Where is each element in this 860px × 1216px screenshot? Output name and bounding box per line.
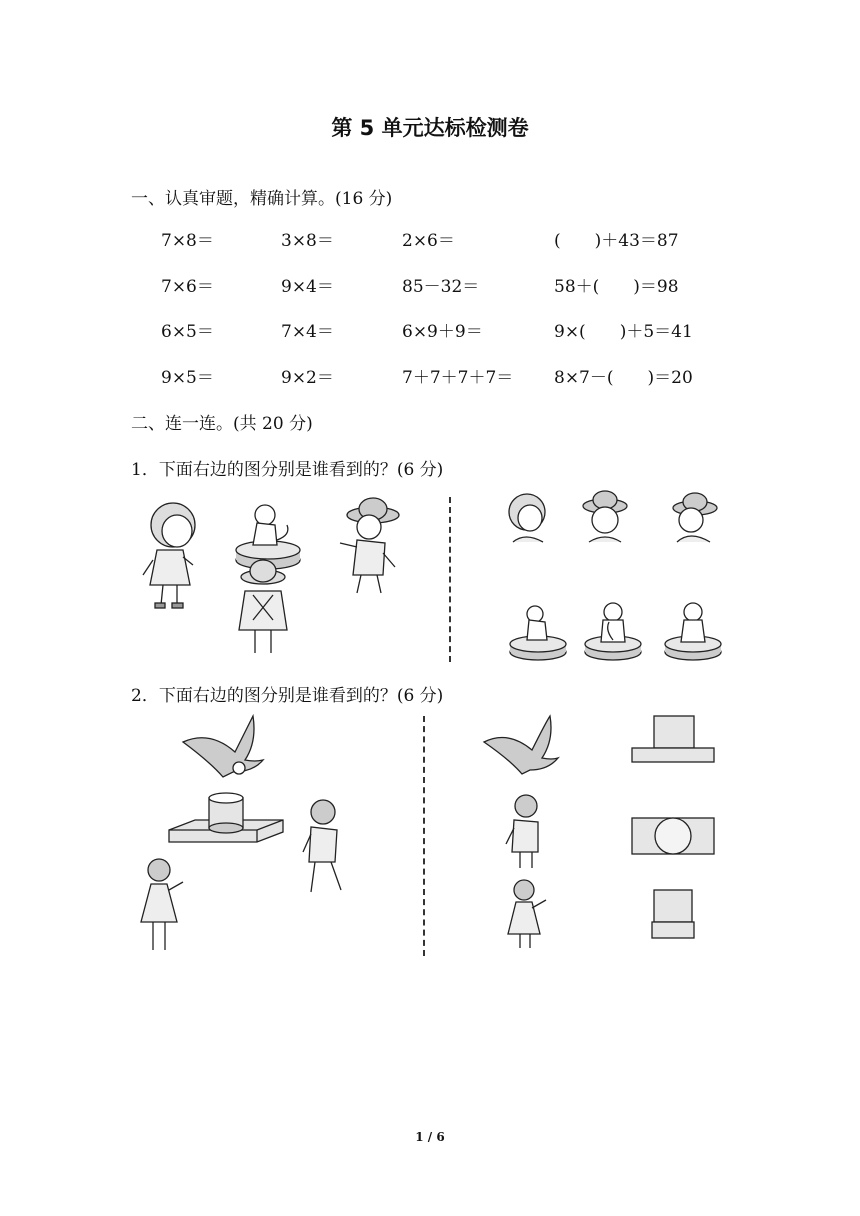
hat-girl-back-figure (239, 560, 287, 653)
front-view-shape (632, 716, 714, 762)
calc-item: 7×4＝ (281, 322, 334, 342)
page-title: 第 5 单元达标检测卷 (331, 116, 529, 140)
calc-item: 85－32＝ (402, 277, 480, 297)
bird-small-figure (484, 716, 558, 774)
calc-row (161, 272, 679, 300)
cat-back-view (585, 603, 641, 660)
bird-figure (183, 716, 263, 777)
hat-boy-figure (340, 498, 399, 593)
page-number: 1 / 6 (415, 1130, 445, 1144)
calc-item: 2×6＝ (402, 231, 455, 251)
calc-item: 7＋7＋7＋7＝ (402, 368, 514, 388)
cylinder-on-base (169, 793, 283, 842)
cat-on-platform (236, 505, 300, 569)
calc-item: 9×2＝ (281, 368, 334, 388)
q1-divider (449, 497, 451, 662)
section2-heading: 二、连一连。(共 20 分) (131, 414, 313, 434)
q2-scene-illustration (135, 712, 395, 962)
cat-side-view (510, 606, 566, 660)
calc-item: 6×9＋9＝ (402, 322, 483, 342)
calc-item: 8×7－( )＝20 (554, 368, 693, 388)
section1-heading: 一、认真审题，精确计算。(16 分) (131, 189, 393, 209)
calc-item: 3×8＝ (281, 231, 334, 251)
q2-observers-illustration (480, 712, 570, 952)
girl-figure (143, 503, 195, 608)
side-view-shape (652, 890, 694, 938)
boy-figure (303, 800, 341, 892)
q2-divider (423, 716, 425, 956)
hat-boy-head-view (673, 493, 717, 542)
calc-item: ( )＋43＝87 (554, 231, 679, 251)
girl-head-view (509, 494, 545, 542)
calc-item: 7×6＝ (161, 277, 214, 297)
top-view-shape (632, 818, 714, 854)
question2-title: 2．下面右边的图分别是谁看到的？(6 分) (131, 686, 444, 706)
calc-row (161, 226, 679, 254)
calc-item: 7×8＝ (161, 231, 214, 251)
calc-item: 9×5＝ (161, 368, 214, 388)
boy-small-figure (506, 795, 538, 868)
q1-views-illustration (505, 490, 725, 670)
hat-girl-head-view (583, 491, 627, 542)
q2-views-illustration (620, 706, 725, 946)
calc-item: 58＋( )＝98 (554, 277, 679, 297)
calc-row (161, 317, 693, 345)
calc-item: 6×5＝ (161, 322, 214, 342)
small-girl-figure (141, 859, 183, 950)
question1-title: 1．下面右边的图分别是谁看到的？(6 分) (131, 460, 444, 480)
calc-item: 9×4＝ (281, 277, 334, 297)
cat-front-view (665, 603, 721, 660)
calc-item: 9×( )＋5＝41 (554, 322, 693, 342)
calc-row (161, 363, 693, 391)
girl-small-figure (508, 880, 546, 948)
q1-scene-illustration (135, 495, 405, 665)
